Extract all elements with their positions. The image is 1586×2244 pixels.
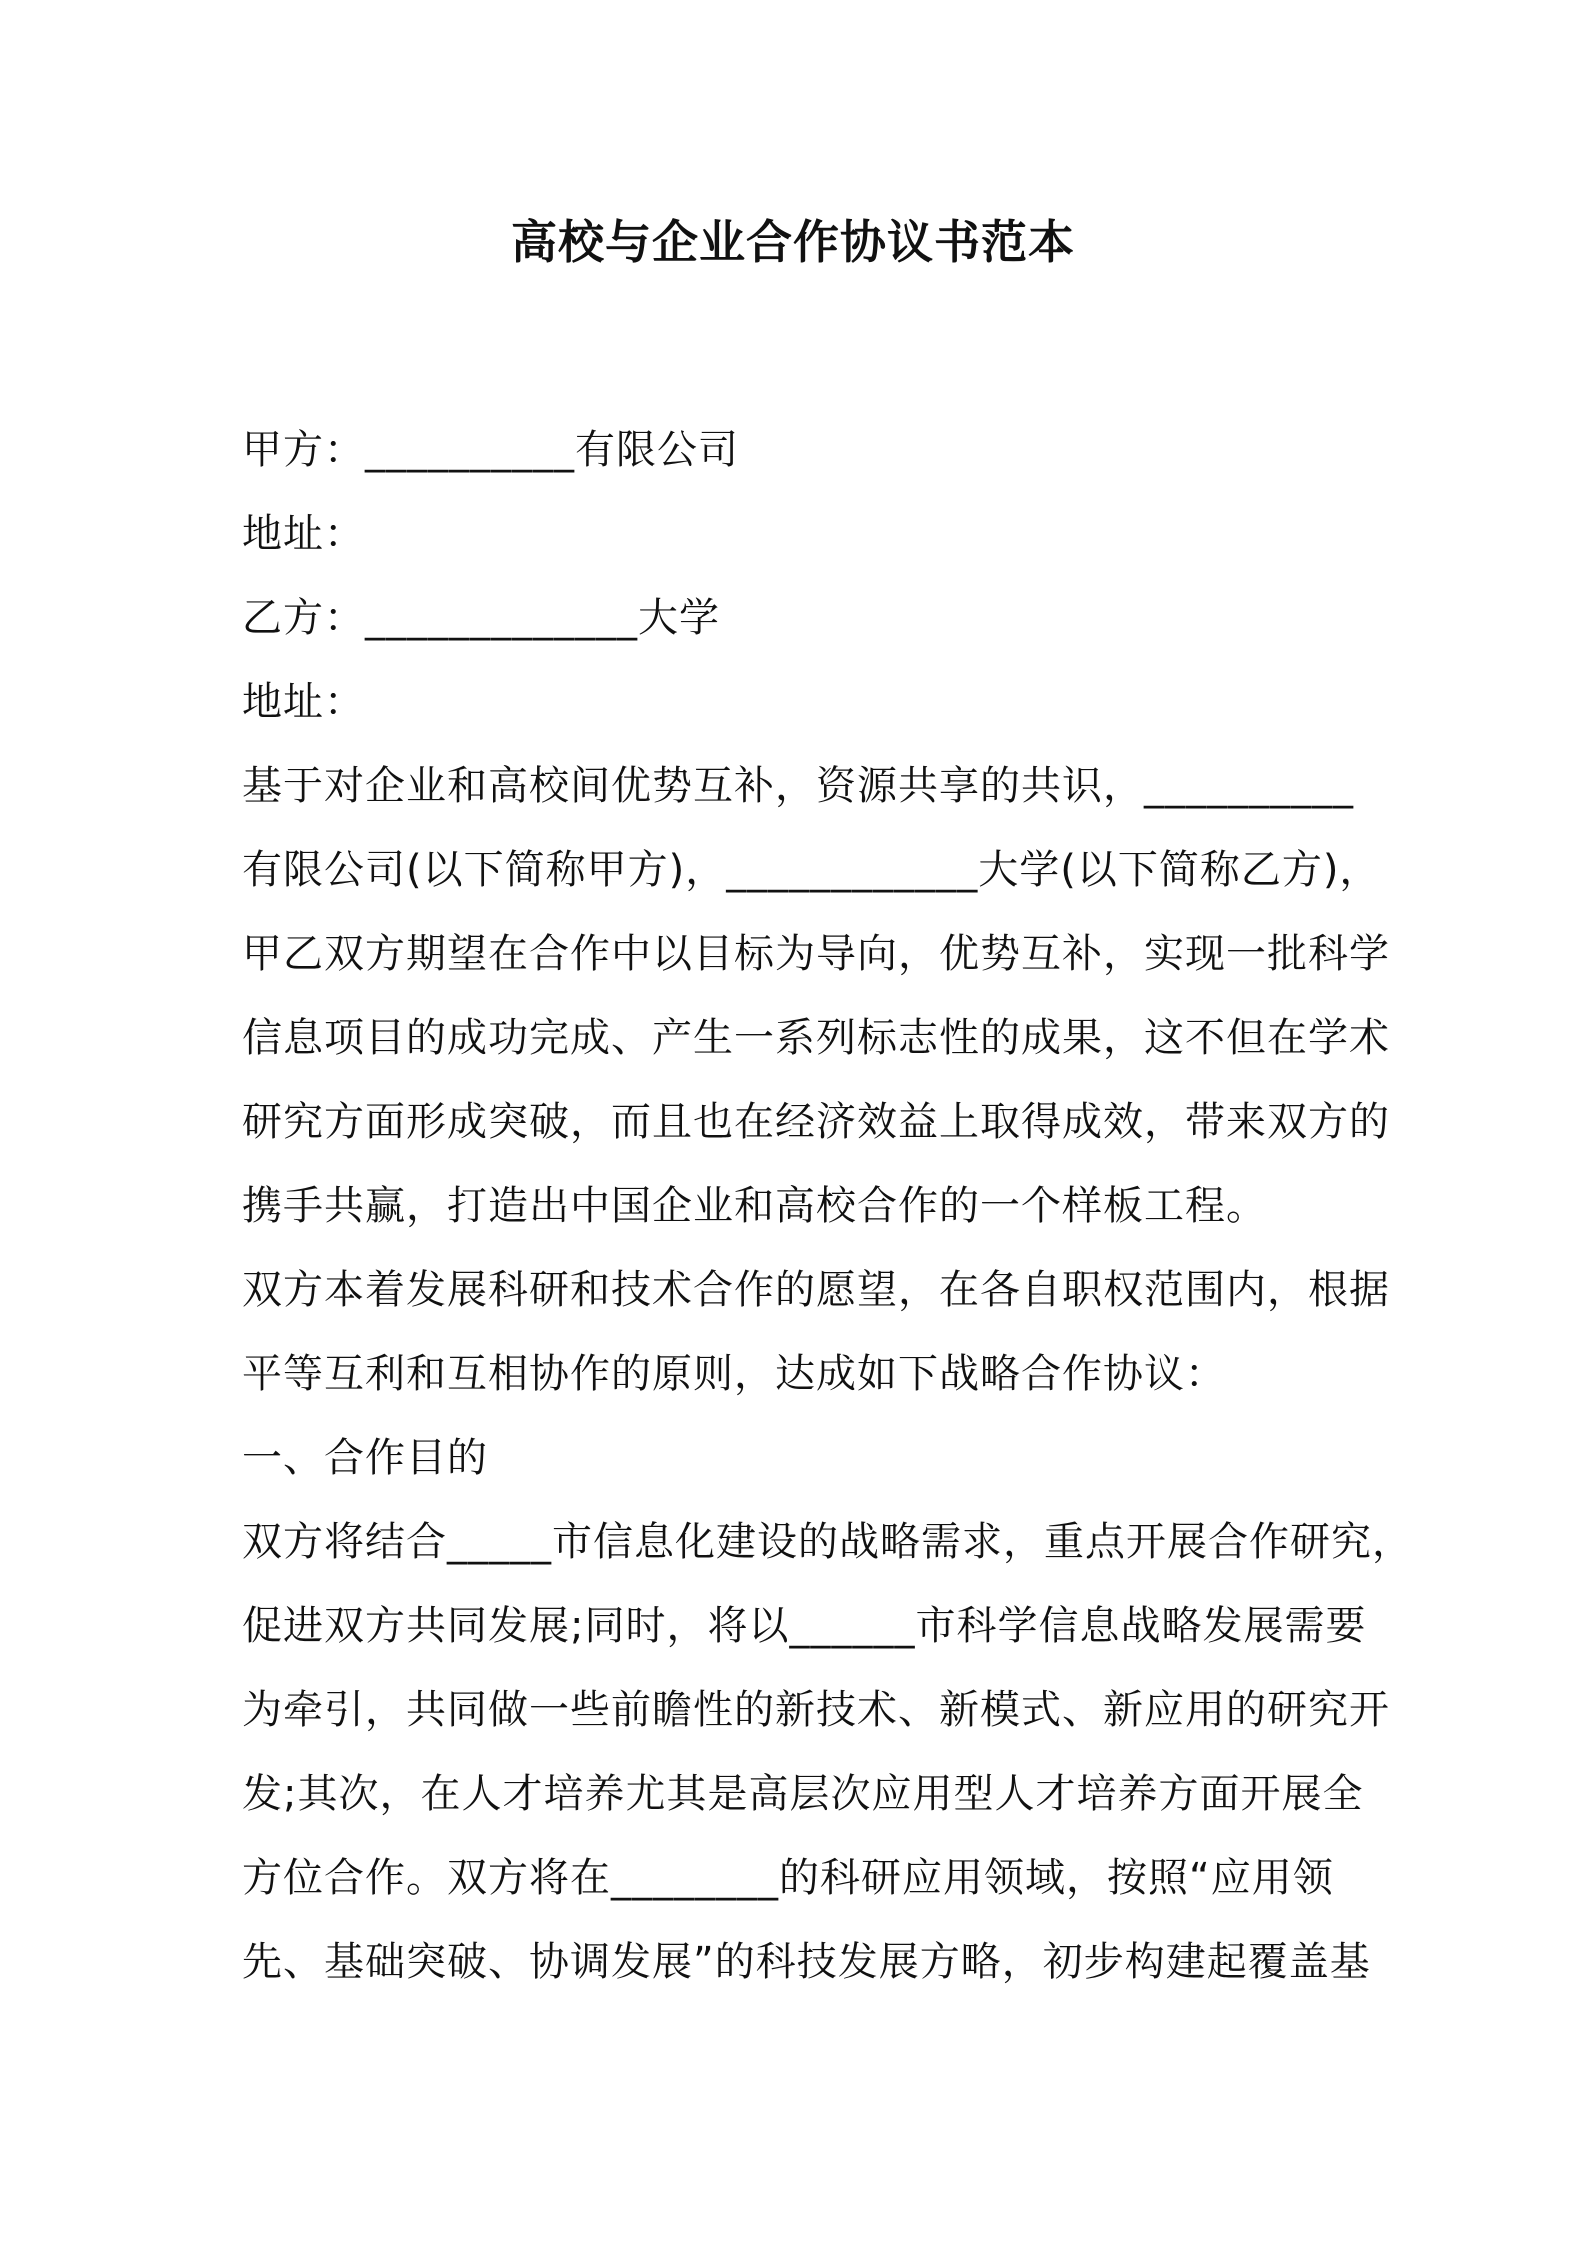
paragraph-line: 先、基础突破、协调发展”的科技发展方略，初步构建起覆盖基 xyxy=(242,1939,1371,1985)
paragraph-line: 携手共赢，打造出中国企业和高校合作的一个样板工程。 xyxy=(242,1183,1267,1229)
paragraph-line: 平等互利和互相协作的原则，达成如下战略合作协议： xyxy=(242,1351,1226,1397)
section-heading: 一、合作目的 xyxy=(242,1435,488,1481)
party-b-address-line: 地址： xyxy=(242,679,365,725)
paragraph-line: 双方将结合_____市信息化建设的战略需求，重点开展合作研究， xyxy=(242,1519,1413,1565)
paragraph-line: 方位合作。双方将在________的科研应用领域，按照“应用领 xyxy=(242,1855,1334,1901)
party-a-address-line: 地址： xyxy=(242,511,365,557)
paragraph-line: 甲乙双方期望在合作中以目标为导向，优势互补，实现一批科学 xyxy=(242,931,1390,977)
paragraph-line: 为牵引，共同做一些前瞻性的新技术、新模式、新应用的研究开 xyxy=(242,1687,1390,1733)
party-a-line: 甲方：__________有限公司 xyxy=(242,427,739,473)
paragraph-line: 促进双方共同发展;同时，将以______市科学信息战略发展需要 xyxy=(242,1603,1367,1649)
document-title: 高校与企业合作协议书范本 xyxy=(511,215,1075,269)
paragraph-line: 双方本着发展科研和技术合作的愿望，在各自职权范围内，根据 xyxy=(242,1267,1390,1313)
paragraph-line: 信息项目的成功完成、产生一系列标志性的成果，这不但在学术 xyxy=(242,1015,1390,1061)
document-body xyxy=(242,408,1413,2004)
party-b-line: 乙方：_____________大学 xyxy=(242,595,720,641)
paragraph-line: 研究方面形成突破，而且也在经济效益上取得成效，带来双方的 xyxy=(242,1099,1390,1145)
paragraph-line: 发;其次，在人才培养尤其是高层次应用型人才培养方面开展全 xyxy=(242,1771,1364,1817)
paragraph-line: 基于对企业和高校间优势互补，资源共享的共识，__________ xyxy=(242,763,1354,809)
paragraph-line: 有限公司(以下简称甲方)，____________大学(以下简称乙方)， xyxy=(242,847,1381,893)
